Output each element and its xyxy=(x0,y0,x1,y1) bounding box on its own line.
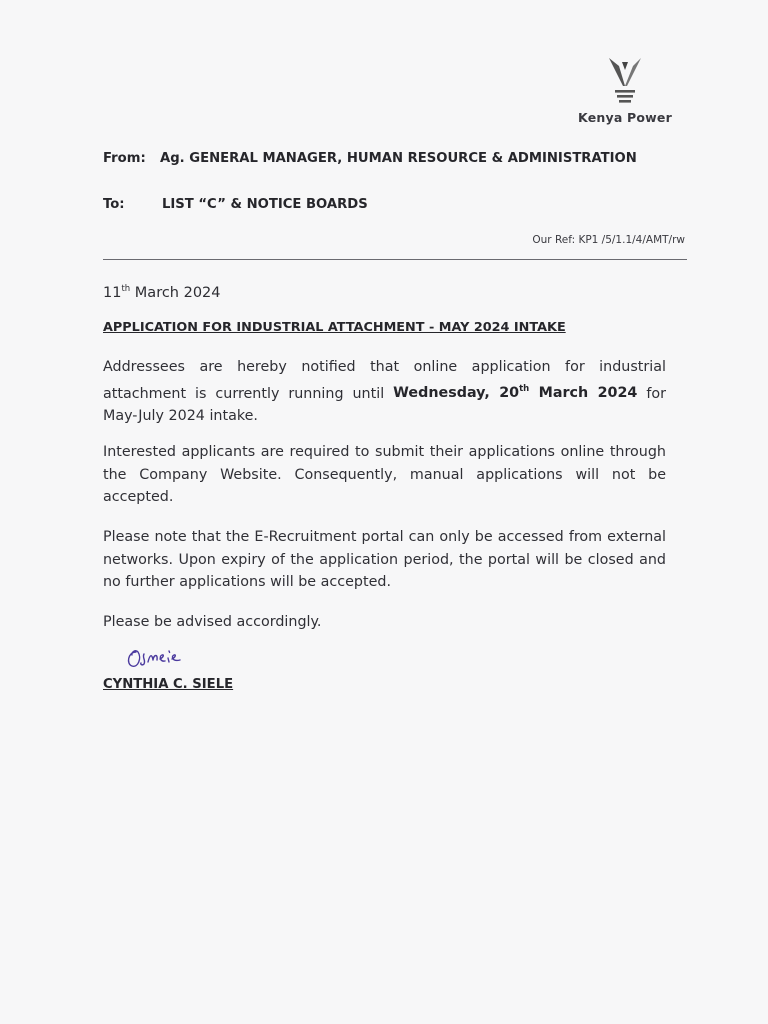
body-paragraph-2: Interested applicants are required to submit their applications online through the Company Website. Consequently, manual applications will not be accepted. xyxy=(103,444,666,505)
letter-date xyxy=(103,284,221,301)
body-paragraph-3: Please note that the E-Recruitment portal can only be accessed from external networks. Upon expiry of the application period, the portal will be closed and no further applications will be accepted. xyxy=(103,529,666,590)
deadline-b: March 2024 xyxy=(529,385,638,402)
date-suffix: th xyxy=(121,284,131,294)
date-rest: March 2024 xyxy=(130,284,221,301)
kenya-power-logo-icon xyxy=(603,56,647,106)
to-value: LIST “C” & NOTICE BOARDS xyxy=(162,197,368,212)
p1-text-b: for May-July 2024 intake. xyxy=(103,385,667,424)
reference-number: Our Ref: KP1 /5/1.1/4/AMT/rw xyxy=(532,234,685,246)
body-paragraph-4: Please be advised accordingly. xyxy=(103,614,322,630)
from-line xyxy=(103,151,637,166)
handwritten-signature xyxy=(122,640,202,678)
letter-subject: APPLICATION FOR INDUSTRIAL ATTACHMENT - MAY 2024 INTAKE xyxy=(103,320,566,335)
from-label: From: xyxy=(103,151,146,166)
deadline-sup: th xyxy=(519,384,530,395)
logo-text: Kenya Power xyxy=(578,110,672,125)
company-logo xyxy=(572,56,678,125)
from-value: Ag. GENERAL MANAGER, HUMAN RESOURCE & ADMINISTRATION xyxy=(160,151,637,166)
p1-text-a: Addressees are hereby notified that online application for industrial attachment is currently running until xyxy=(103,359,666,402)
header-divider xyxy=(103,259,687,260)
body-paragraph-1 xyxy=(103,356,666,427)
deadline-a: Wednesday, 20 xyxy=(393,385,520,402)
to-line xyxy=(103,197,368,212)
date-day: 11 xyxy=(103,284,122,301)
to-label: To: xyxy=(103,197,125,212)
signer-name: CYNTHIA C. SIELE xyxy=(103,677,234,692)
deadline-date xyxy=(393,385,637,401)
